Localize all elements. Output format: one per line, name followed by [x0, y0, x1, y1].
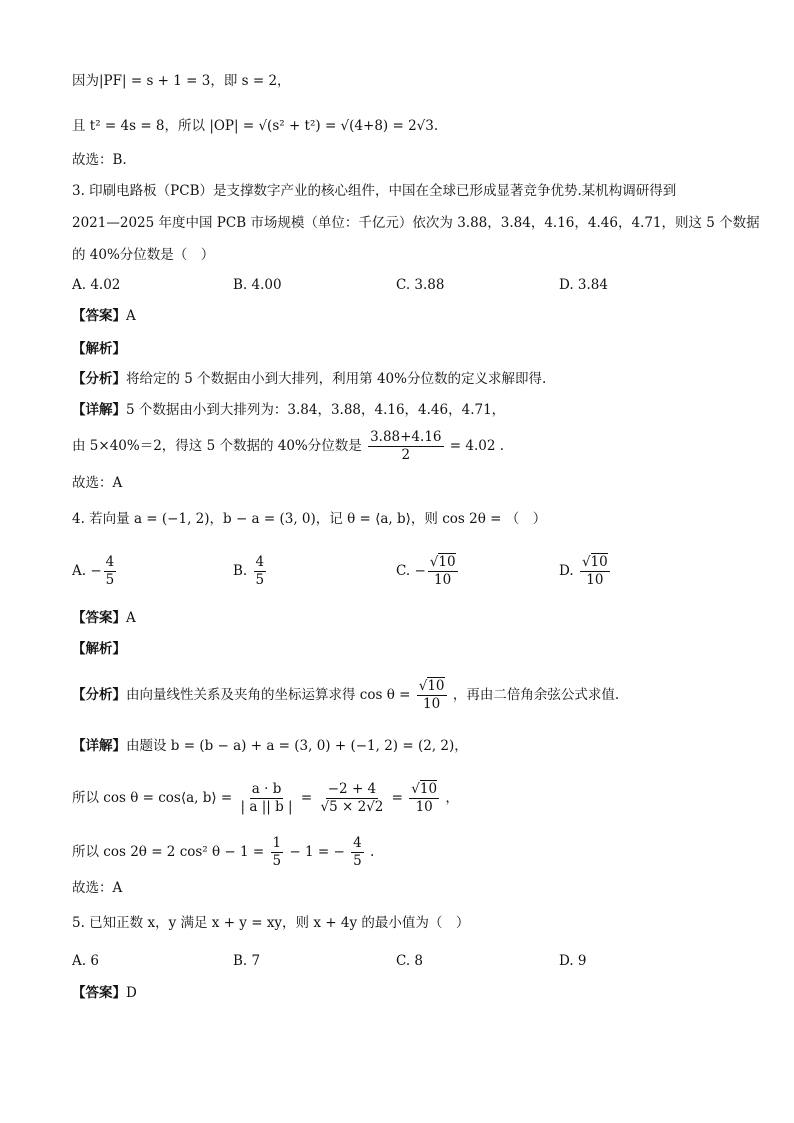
q5-option-d: D. 9	[559, 953, 587, 969]
detail-tag: 【详解】	[72, 402, 126, 418]
q5-option-b: B. 7	[233, 953, 261, 969]
analysis-tag: 【分析】	[72, 687, 126, 703]
fraction-denominator: 5	[272, 853, 282, 869]
answer-tag: 【答案】	[72, 985, 126, 1001]
q3-detail-line-2	[72, 428, 504, 464]
q5-option-a: A. 6	[72, 953, 99, 969]
radicand: 10	[590, 554, 608, 570]
fraction	[239, 781, 295, 816]
question-5-line-1: 5. 已知正数 x，y 满足 x + y = xy，则 x + 4y 的最小值为（ ）	[72, 915, 470, 931]
analysis-text: 由向量线性关系及夹角的坐标运算求得 cos θ =	[126, 687, 411, 703]
question-3-line-3: 的 40%分位数是（ ）	[72, 247, 215, 263]
fraction	[271, 835, 284, 870]
radicand: 10	[427, 678, 445, 694]
question-4-line-1: 4. 若向量 a = (−1, 2)，b − a = (3, 0)，记 θ = ⟨a, b⟩，则 cos 2θ = （ ）	[72, 511, 547, 527]
fraction-denominator: 5	[255, 572, 265, 588]
fraction-numerator: √10	[411, 781, 438, 797]
fraction-denominator: √5 × 2√2	[320, 799, 384, 815]
fraction	[368, 429, 443, 464]
answer-value: D	[126, 985, 137, 1001]
radicand: 10	[419, 781, 438, 797]
fraction	[580, 554, 610, 589]
q4-option-b	[233, 554, 268, 589]
q5-answer	[72, 983, 137, 1003]
answer-tag: 【答案】	[72, 308, 126, 324]
detail-text: .	[370, 844, 375, 860]
fraction-numerator: 3.88+4.16	[370, 429, 442, 445]
detail-text: = 4.02 .	[449, 438, 505, 454]
minus-sign: −	[90, 563, 102, 579]
detail-text: 所以 cos θ = cos⟨a, b⟩ =	[72, 790, 233, 806]
analysis-text: ，再由二倍角余弦公式求值.	[452, 687, 620, 703]
solution-line-pf: 因为|PF| = s + 1 = 3，即 s = 2，	[72, 73, 291, 89]
fraction-denominator: 5	[105, 572, 115, 588]
radicand: 10	[438, 554, 456, 570]
detail-text: 由 5×40%＝2，得这 5 个数据的 40%分位数是	[72, 438, 362, 454]
minus-sign: −	[414, 563, 426, 579]
q4-detail	[72, 736, 468, 756]
fraction-numerator: √10	[581, 554, 608, 570]
option-letter: A.	[72, 563, 87, 579]
q4-option-c	[396, 554, 460, 589]
q3-option-c: C. 3.88	[396, 277, 445, 293]
detail-text: 5 个数据由小到大排列为：3.84，3.88，4.16，4.46，4.71，	[126, 402, 506, 418]
q4-detail-line-3	[72, 832, 374, 872]
fraction-denominator: 5	[353, 853, 362, 869]
q4-choice: 故选：A	[72, 880, 123, 896]
fraction-numerator: 4	[255, 554, 265, 570]
fraction-denominator: 10	[415, 799, 433, 815]
analysis-text: 将给定的 5 个数据由小到大排列，利用第 40%分位数的定义求解即得.	[126, 371, 547, 387]
fraction-numerator: 1	[272, 835, 282, 851]
q4-detail-line-2: 所以 cos θ = cos⟨a, b⟩ = $\frac{a \cdot b}{| a || b |}$ = $\frac{-2 + 4}{√5 \times 2√2}$ = $\frac{√10}{10}$ ，	[72, 781, 459, 815]
analysis-tag: 【分析】	[72, 371, 126, 387]
q3-detail	[72, 400, 505, 420]
fraction	[351, 835, 364, 870]
solution-line-op: 且 t² = 4s = 8，所以 |OP| = √(s² + t²) = √(4+8) = 2√3.	[72, 118, 439, 134]
fraction	[417, 678, 447, 713]
fraction	[319, 781, 386, 816]
detail-tag: 【详解】	[72, 738, 126, 754]
answer-value: A	[126, 610, 136, 626]
q3-option-a: A. 4.02	[72, 277, 121, 293]
q4-answer	[72, 608, 136, 628]
detail-text: − 1 = −	[289, 844, 345, 860]
q3-answer	[72, 306, 136, 326]
question-3-line-1: 3. 印刷电路板（PCB）是支撑数字产业的核心组件，中国在全球已形成显著竞争优势.某机构调研得到	[72, 183, 677, 199]
fraction-numerator: √10	[429, 554, 456, 570]
fraction-denominator: | a || b |	[240, 799, 293, 815]
q3-analysis-heading: 【解析】	[72, 341, 126, 357]
q4-analysis-heading: 【解析】	[72, 641, 126, 657]
answer-choice-line: 故选：B.	[72, 152, 127, 168]
fraction	[104, 554, 117, 589]
q4-option-d	[559, 554, 612, 589]
q5-option-c: C. 8	[396, 953, 424, 969]
q3-option-d: D. 3.84	[559, 277, 608, 293]
fraction-denominator: 10	[423, 696, 441, 712]
q3-analysis	[72, 369, 546, 389]
detail-text: 由题设 b = (b − a) + a = (3, 0) + (−1, 2) = (2, 2)，	[126, 738, 468, 754]
fraction	[409, 781, 439, 816]
option-letter: C.	[396, 563, 411, 579]
option-letter: B.	[233, 563, 248, 579]
fraction-numerator: √10	[418, 678, 445, 694]
fraction-denominator: 10	[586, 572, 604, 588]
fraction-denominator: 10	[434, 572, 452, 588]
option-letter: D.	[559, 563, 574, 579]
fraction	[254, 554, 267, 589]
fraction-numerator: a · b	[251, 781, 282, 797]
fraction-denominator: 2	[401, 447, 411, 463]
detail-text: ，	[445, 790, 459, 806]
fraction	[428, 554, 458, 589]
detail-text: 所以 cos 2θ = 2 cos² θ − 1 =	[72, 844, 265, 860]
answer-tag: 【答案】	[72, 610, 126, 626]
q3-option-b: B. 4.00	[233, 277, 282, 293]
q4-analysis	[72, 675, 619, 715]
question-3-line-2: 2021—2025 年度中国 PCB 市场规模（单位：千亿元）依次为 3.88，3.84，4.16，4.46，4.71，则这 5 个数据	[72, 215, 760, 231]
q3-choice: 故选：A	[72, 475, 123, 491]
fraction-numerator: 4	[105, 554, 115, 570]
answer-value: A	[126, 308, 136, 324]
fraction-numerator: −2 + 4	[327, 781, 377, 797]
fraction-numerator: 4	[353, 835, 362, 851]
q4-option-a	[72, 554, 118, 589]
